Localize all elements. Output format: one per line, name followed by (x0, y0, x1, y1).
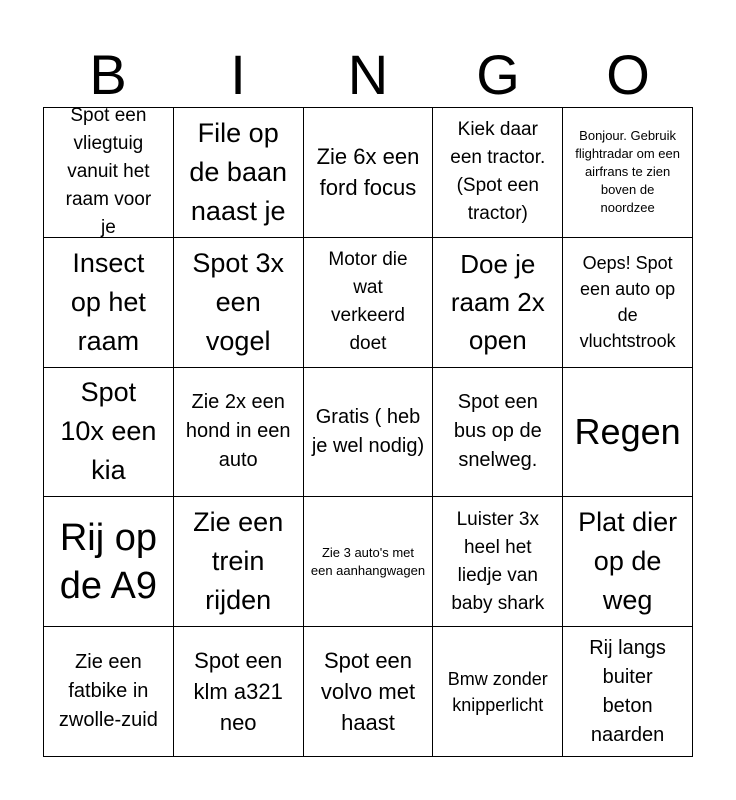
header-letter-b: B (89, 43, 127, 106)
bingo-cell[interactable] (304, 368, 434, 498)
bingo-cell[interactable] (44, 368, 174, 498)
bingo-cell-text: Plat dier op de weg (578, 507, 678, 616)
bingo-cell-text: Spot een klm a321 neo (193, 648, 283, 736)
bingo-cell-text: Spot 3x een vogel (192, 247, 284, 356)
header-letter-o: O (606, 43, 650, 106)
bingo-cell[interactable] (563, 108, 693, 238)
header-letter-n: N (347, 43, 389, 106)
bingo-cell-text: Gratis ( heb je wel nodig) (311, 405, 425, 457)
bingo-cell[interactable] (563, 627, 693, 757)
bingo-cell[interactable] (174, 627, 304, 757)
bingo-cell[interactable] (433, 238, 563, 368)
bingo-cell[interactable] (433, 368, 563, 498)
bingo-card-grid (43, 107, 693, 757)
bingo-cell[interactable] (44, 497, 174, 627)
bingo-cell-text: Zie 2x een hond in een auto (185, 391, 291, 472)
bingo-cell-text: Spot een vliegtuig vanuit het raam voor je (65, 108, 152, 238)
bingo-cell-text: Regen (574, 410, 681, 452)
bingo-cell[interactable] (304, 108, 434, 238)
bingo-cell-text: Zie een fatbike in zwolle-zuid (58, 651, 158, 732)
bingo-cell[interactable] (563, 238, 693, 368)
bingo-cell[interactable] (304, 497, 434, 627)
bingo-cell-text: Spot 10x een kia (60, 377, 157, 486)
bingo-cell[interactable] (433, 627, 563, 757)
bingo-cell-text: Rij op de A9 (59, 516, 157, 607)
bingo-cell-text: Oeps! Spot een auto op de vluchtstrook (579, 253, 676, 352)
header-letter-i: I (230, 43, 246, 106)
bingo-cell[interactable] (174, 497, 304, 627)
header-letter-g: G (476, 43, 520, 106)
bingo-cell-text: Zie een trein rijden (193, 507, 284, 616)
bingo-cell[interactable] (433, 108, 563, 238)
bingo-cell-text: Luister 3x heel het liedje van baby shark (451, 508, 545, 614)
bingo-cell[interactable] (304, 627, 434, 757)
bingo-cell[interactable] (304, 238, 434, 368)
bingo-header (43, 44, 693, 106)
bingo-cell[interactable] (174, 368, 304, 498)
bingo-cell[interactable] (174, 108, 304, 238)
bingo-cell[interactable] (44, 238, 174, 368)
bingo-cell[interactable] (433, 497, 563, 627)
bingo-cell[interactable] (44, 108, 174, 238)
bingo-cell[interactable] (44, 627, 174, 757)
bingo-cell-text: Rij langs buiter beton naarden (589, 636, 666, 746)
bingo-cell-text: Doe je raam 2x open (450, 249, 545, 356)
bingo-cell-text: Spot een volvo met haast (320, 648, 416, 736)
bingo-cell-text: Bmw zonder knipperlicht (447, 668, 548, 715)
bingo-cell[interactable] (563, 368, 693, 498)
bingo-cell[interactable] (563, 497, 693, 627)
bingo-cell-text: Insect op het raam (70, 247, 146, 356)
bingo-cell-text: Spot een bus op de snelweg. (453, 391, 542, 472)
bingo-cell-text: Kiek daar een tractor. (Spot een tractor) (450, 119, 546, 225)
bingo-cell-text: Zie 6x een ford focus (316, 144, 420, 201)
bingo-cell[interactable] (174, 238, 304, 368)
bingo-cell-text: Motor die wat verkeerd doet (328, 249, 408, 355)
bingo-cell-text: File op de baan naast je (189, 117, 287, 226)
bingo-cell-text: Zie 3 auto's met een aanhangwagen (310, 544, 426, 578)
bingo-cell-text: Bonjour. Gebruik flightradar om een airfrans te zien boven de noordzee (575, 128, 680, 216)
